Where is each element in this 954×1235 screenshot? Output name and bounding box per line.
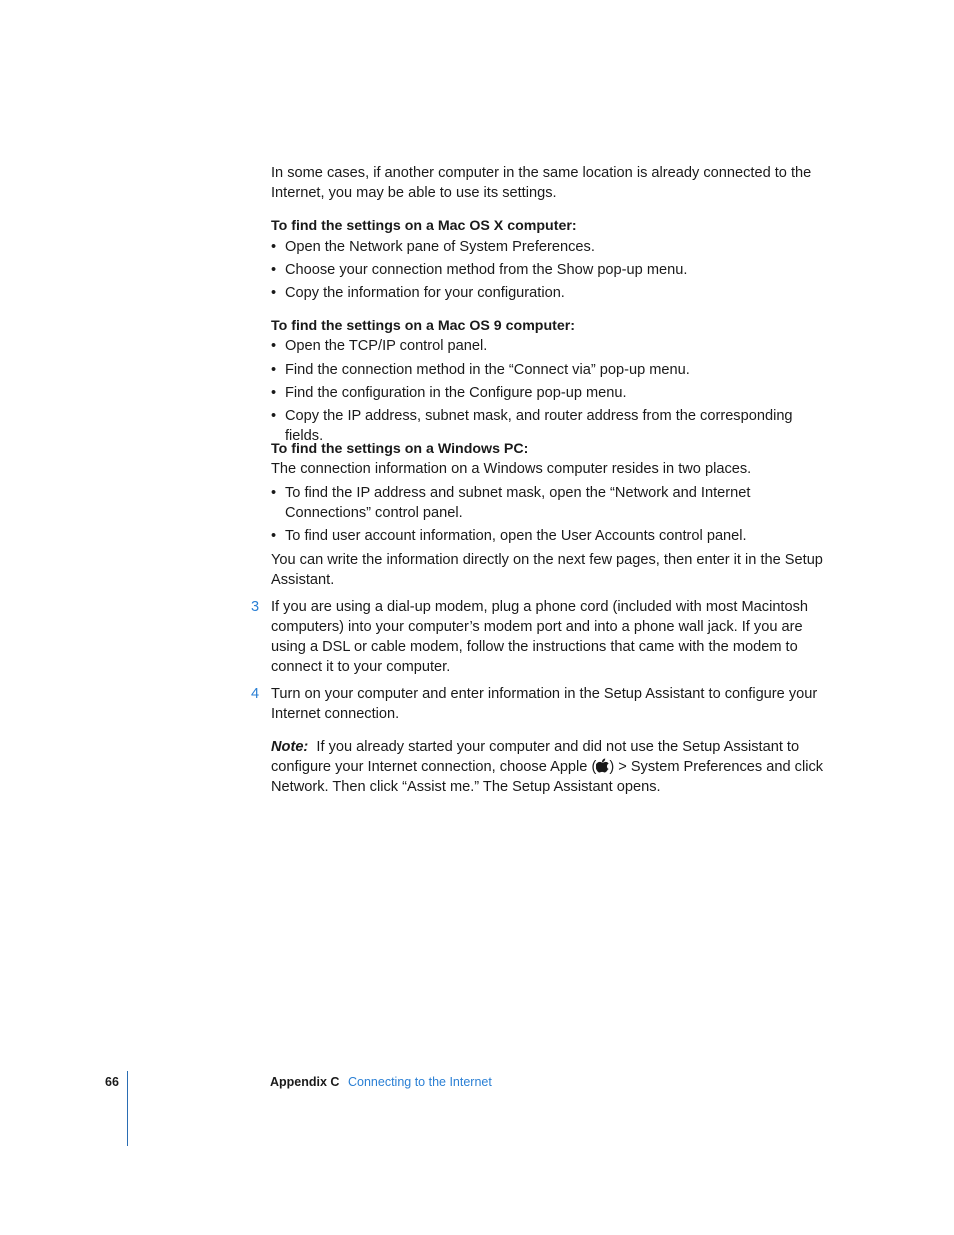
step-number: 4 [251, 686, 260, 702]
list-item-text: Open the TCP/IP control panel. [285, 338, 488, 354]
list-item-text: Copy the information for your configuration. [285, 285, 565, 301]
list-item-text: Copy the IP address, subnet mask, and router address from the corresponding fields. [285, 408, 793, 444]
bullet-marker: • [271, 485, 277, 501]
list-item-text: To find the IP address and subnet mask, open the “Network and Internet Connections” control panel. [285, 485, 751, 521]
bullet-marker: • [271, 408, 277, 424]
macx-heading: To find the settings on a Mac OS X computer: [271, 218, 577, 234]
note-paragraph [271, 737, 831, 797]
list-item-text: Choose your connection method from the Show pop-up menu. [285, 262, 688, 278]
footer-appendix-label: Appendix C [270, 1075, 340, 1089]
bullet-marker: • [271, 285, 277, 301]
bullet-marker: • [271, 385, 277, 401]
windows-outro: You can write the information directly on the next few pages, then enter it in the Setup Assistant. [271, 552, 823, 588]
list-item-text: Find the connection method in the “Connect via” pop-up menu. [285, 362, 690, 378]
bullet-marker: • [271, 338, 277, 354]
step-number: 3 [251, 599, 260, 615]
note-text-before: If you already started your computer and did not use the Setup Assistant to configure your Internet connection, choose Apple ( [271, 739, 800, 775]
list-item-text: Open the Network pane of System Preferences. [285, 239, 595, 255]
windows-heading: To find the settings on a Windows PC: [271, 441, 529, 457]
footer-chapter-title: Connecting to the Internet [348, 1075, 492, 1089]
bullet-marker: • [271, 528, 277, 544]
bullet-marker: • [271, 362, 277, 378]
list-item-text: Find the configuration in the Configure pop-up menu. [285, 385, 627, 401]
step-text: If you are using a dial-up modem, plug a phone cord (included with most Macintosh computers) into your computer’s modem port and into a phone wall jack. If you are using a DSL or cable modem, follow the instructions that came with the modem to connect it to your computer. [271, 599, 809, 675]
bullet-marker: • [271, 239, 277, 255]
bullet-marker: • [271, 262, 277, 278]
note-text-after: ) > System Preferences and click Network. Then click “Assist me.” The Setup Assistant opens. [271, 759, 824, 795]
windows-intro: The connection information on a Windows computer resides in two places. [271, 461, 752, 477]
list-item-text: To find user account information, open the User Accounts control panel. [285, 528, 747, 544]
mac9-heading: To find the settings on a Mac OS 9 computer: [271, 318, 576, 334]
intro-paragraph: In some cases, if another computer in the same location is already connected to the Internet, you may be able to use its settings. [271, 165, 812, 201]
apple-logo-icon [596, 758, 609, 773]
footer-divider [127, 1071, 128, 1146]
page-number: 66 [105, 1075, 119, 1089]
note-label: Note: [271, 739, 309, 755]
step-text: Turn on your computer and enter information in the Setup Assistant to configure your Internet connection. [271, 686, 818, 722]
